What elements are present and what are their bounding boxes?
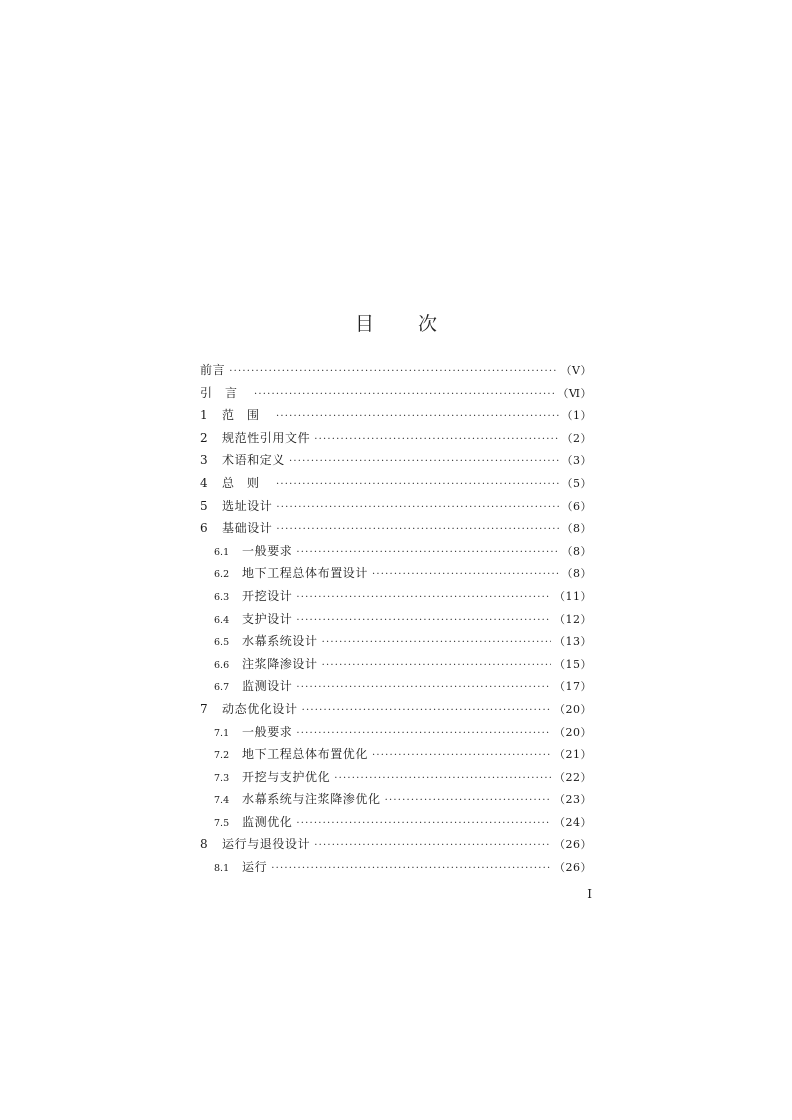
toc-entry[interactable]	[200, 675, 592, 698]
toc-entry-page: （3）	[561, 454, 592, 468]
toc-entry-number: 5	[200, 498, 208, 513]
toc-entry-title: 开挖设计	[242, 588, 293, 603]
toc-entry-title: 地下工程总体布置优化	[242, 747, 369, 762]
dot-leader	[296, 610, 551, 633]
dot-leader	[314, 835, 551, 858]
toc-entry-page: （11）	[554, 589, 592, 603]
toc-entry-title: 动态优化设计	[222, 701, 298, 716]
dot-leader	[276, 406, 558, 429]
toc-entry-page: （23）	[554, 793, 592, 807]
toc-entry-page: （20）	[554, 702, 592, 716]
dot-leader	[254, 384, 554, 407]
toc-entry-page: （26）	[554, 861, 592, 875]
toc-entry[interactable]	[200, 653, 592, 676]
toc-entry-title: 水幕系统与注浆降渗优化	[242, 792, 381, 807]
toc-entry[interactable]	[200, 404, 592, 427]
toc-entry-number: 4	[200, 475, 208, 490]
toc-entry-number: 1	[200, 408, 208, 423]
toc-entry-number: 6.2	[214, 569, 230, 581]
toc-entry-page: （17）	[554, 680, 592, 694]
toc-entry-page: （6）	[561, 499, 592, 513]
dot-leader	[276, 474, 558, 497]
page-title: 目次	[354, 313, 481, 335]
toc-entry-number: 7.5	[214, 817, 230, 829]
toc-entry-number: 2	[200, 430, 208, 445]
toc-entry[interactable]	[200, 721, 592, 744]
toc-entry[interactable]	[200, 540, 592, 563]
dot-leader	[296, 813, 551, 836]
dot-leader	[296, 723, 551, 746]
toc-entry-title: 一般要求	[242, 543, 293, 558]
toc-entry-page: （Ⅴ）	[560, 364, 592, 377]
dot-leader	[322, 632, 551, 655]
dot-leader	[372, 564, 558, 587]
dot-leader	[314, 429, 558, 452]
toc-entry-title: 运行与退役设计	[222, 837, 311, 852]
toc-entry[interactable]	[200, 585, 592, 608]
dot-leader	[372, 745, 551, 768]
toc-entry-title: 水幕系统设计	[242, 634, 318, 649]
dot-leader	[289, 451, 558, 474]
toc-entry-title: 选址设计	[222, 498, 273, 513]
toc-entry[interactable]	[200, 743, 592, 766]
toc-entry-number: 6.6	[214, 659, 230, 671]
toc-entry-page: （1）	[561, 409, 592, 423]
toc-entry[interactable]	[200, 359, 592, 382]
page-number: I	[587, 887, 592, 901]
toc-entry[interactable]	[200, 427, 592, 450]
toc-entry-title: 引言	[200, 385, 251, 400]
toc-entry[interactable]	[200, 562, 592, 585]
dot-leader	[229, 361, 557, 384]
toc-entry[interactable]	[200, 608, 592, 631]
toc-entry-number: 6.1	[214, 546, 230, 558]
toc-entry-number: 6.4	[214, 614, 230, 626]
toc-entry-number: 6.5	[214, 637, 230, 649]
toc-entry[interactable]	[200, 382, 592, 405]
toc-entry-page: （2）	[561, 431, 592, 445]
toc-entry[interactable]	[200, 698, 592, 721]
toc-entry-number: 7.3	[214, 772, 230, 784]
dot-leader	[296, 587, 551, 610]
toc-entry-number: 7.4	[214, 795, 230, 807]
dot-leader	[385, 790, 551, 813]
toc-entry[interactable]	[200, 449, 592, 472]
toc-entry-title: 前言	[200, 363, 226, 377]
toc-entry-title: 一般要求	[242, 724, 293, 739]
toc-entry-page: （26）	[554, 838, 592, 852]
dot-leader	[302, 700, 551, 723]
dot-leader	[296, 542, 558, 565]
toc-entry-number: 6.7	[214, 682, 230, 694]
table-of-contents	[200, 359, 592, 879]
toc-entry-page: （22）	[554, 770, 592, 784]
toc-entry-title: 运行	[242, 860, 268, 875]
toc-entry-page: （24）	[554, 815, 592, 829]
toc-entry-title: 开挖与支护优化	[242, 769, 331, 784]
toc-entry-title: 基础设计	[222, 521, 273, 536]
toc-entry-number: 6.3	[214, 591, 230, 603]
toc-entry[interactable]	[200, 630, 592, 653]
toc-entry[interactable]	[200, 856, 592, 879]
toc-entry-page: （21）	[554, 748, 592, 762]
toc-entry-page: （5）	[561, 476, 592, 490]
toc-entry-page: （8）	[561, 567, 592, 581]
toc-entry-number: 3	[200, 453, 208, 468]
toc-entry-number: 7	[200, 701, 208, 716]
toc-entry[interactable]	[200, 766, 592, 789]
toc-entry[interactable]	[200, 517, 592, 540]
toc-entry[interactable]	[200, 788, 592, 811]
dot-leader	[334, 768, 551, 791]
toc-entry-page: （20）	[554, 725, 592, 739]
toc-entry-title: 地下工程总体布置设计	[242, 566, 369, 581]
dot-leader	[296, 677, 551, 700]
toc-entry-title: 监测优化	[242, 814, 293, 829]
dot-leader	[322, 655, 551, 678]
toc-entry-title: 支护设计	[242, 611, 293, 626]
toc-entry[interactable]	[200, 472, 592, 495]
toc-entry[interactable]	[200, 811, 592, 834]
toc-entry-page: （15）	[554, 657, 592, 671]
dot-leader	[276, 519, 558, 542]
toc-entry-title: 注浆降渗设计	[242, 656, 318, 671]
toc-entry-page: （Ⅵ）	[557, 386, 592, 400]
toc-entry-number: 8	[200, 837, 208, 852]
toc-entry-page: （13）	[554, 635, 592, 649]
toc-entry-number: 7.1	[214, 727, 230, 739]
toc-entry-number: 6	[200, 521, 208, 536]
toc-entry-title: 总则	[222, 475, 273, 490]
toc-entry[interactable]	[200, 833, 592, 856]
toc-entry-title: 术语和定义	[222, 453, 286, 468]
toc-entry-page: （8）	[561, 522, 592, 536]
toc-entry[interactable]	[200, 495, 592, 518]
toc-entry-page: （8）	[561, 544, 592, 558]
toc-entry-title: 规范性引用文件	[222, 430, 311, 445]
dot-leader	[271, 858, 551, 881]
toc-entry-title: 范围	[222, 408, 273, 423]
toc-entry-title: 监测设计	[242, 679, 293, 694]
toc-entry-number: 7.2	[214, 750, 230, 762]
dot-leader	[276, 497, 558, 520]
toc-entry-page: （12）	[554, 612, 592, 626]
toc-entry-number: 8.1	[214, 863, 230, 875]
